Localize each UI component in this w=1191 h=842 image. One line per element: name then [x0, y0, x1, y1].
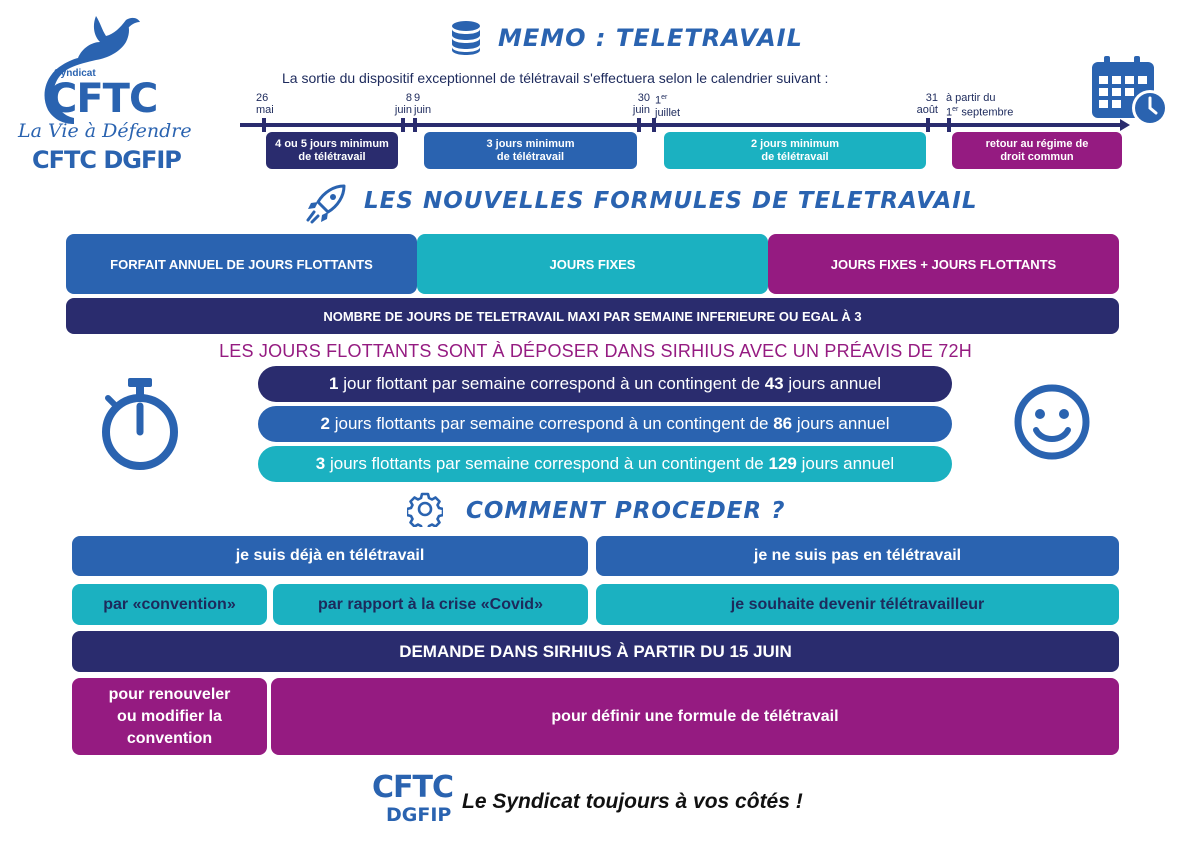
page-title: MEMO : TELETRAVAIL — [498, 24, 803, 52]
demande-sirhius: DEMANDE DANS SIRHIUS À PARTIR DU 15 JUIN — [72, 631, 1119, 672]
pas-teletravail: je ne suis pas en télétravail — [596, 536, 1119, 576]
period-droit-commun: retour au régime de droit commun — [952, 132, 1122, 169]
database-icon — [449, 20, 483, 56]
timeline-tick — [262, 118, 266, 132]
date-26-mai: 26 mai — [256, 92, 274, 116]
period-2-jours: 2 jours minimum de télétravail — [664, 132, 926, 169]
rocket-icon — [306, 184, 348, 224]
cftc-logo — [14, 12, 194, 182]
period-4-5-jours: 4 ou 5 jours minimum de télétravail — [266, 132, 398, 169]
logo-cftc: CFTC — [48, 76, 158, 122]
contingent-3-jours: 3 jours flottants par semaine correspond à un contingent de 129 jours annuel — [258, 446, 952, 482]
contingent-2-jours: 2 jours flottants par semaine correspond à un contingent de 86 jours annuel — [258, 406, 952, 442]
timeline-tick — [401, 118, 405, 132]
period-3-jours: 3 jours minimum de télétravail — [424, 132, 637, 169]
stopwatch-icon — [100, 376, 180, 472]
logo-dgfip: CFTC DGFIP — [32, 146, 181, 174]
timeline-arrow — [1120, 119, 1130, 131]
par-covid: par rapport à la crise «Covid» — [273, 584, 588, 625]
intro-text: La sortie du dispositif exceptionnel de télétravail s'effectuera selon le calendrier suivant : — [282, 70, 829, 86]
date-1-septembre: à partir du 1er septembre — [946, 92, 1014, 119]
footer-cftc: CFTC — [372, 770, 453, 805]
gear-icon — [407, 491, 443, 527]
date-1-juillet: 1er juillet — [655, 94, 681, 119]
logo-tagline: La Vie à Défendre — [18, 120, 192, 142]
deja-teletravail: je suis déjà en télétravail — [72, 536, 588, 576]
smiley-icon — [1012, 382, 1092, 462]
contingent-1-jour: 1 jour flottant par semaine correspond à un contingent de 43 jours annuel — [258, 366, 952, 402]
timeline-bar — [240, 123, 1122, 127]
timeline-tick — [652, 118, 656, 132]
logo-syndicat: Syndicat — [54, 68, 96, 79]
max-days-bar: NOMBRE DE JOURS DE TELETRAVAIL MAXI PAR SEMAINE INFERIEURE OU EGAL À 3 — [66, 298, 1119, 334]
formula-fixes-flottants: JOURS FIXES + JOURS FLOTTANTS — [768, 234, 1119, 294]
flottants-notice: LES JOURS FLOTTANTS SONT À DÉPOSER DANS SIRHIUS AVEC UN PRÉAVIS DE 72H — [219, 341, 972, 361]
calendar-clock-icon — [1090, 56, 1170, 128]
par-convention: par «convention» — [72, 584, 267, 625]
section-proceder-title: COMMENT PROCEDER ? — [466, 498, 786, 524]
definir-formule: pour définir une formule de télétravail — [271, 678, 1119, 755]
formula-forfait-annuel: FORFAIT ANNUEL DE JOURS FLOTTANTS — [66, 234, 417, 294]
date-30-juin: 30 juin — [632, 92, 650, 116]
renouveler-convention: pour renouveler ou modifier la convention — [72, 678, 267, 755]
footer-dgfip: DGFIP — [386, 804, 452, 826]
formula-jours-fixes: JOURS FIXES — [417, 234, 768, 294]
section-formules-title: LES NOUVELLES FORMULES DE TELETRAVAIL — [364, 188, 978, 214]
date-8-juin: 8 juin — [394, 92, 412, 116]
date-31-aout: 31 août — [916, 92, 938, 116]
timeline-tick — [947, 118, 951, 132]
timeline-tick — [637, 118, 641, 132]
timeline-tick — [926, 118, 930, 132]
footer-slogan: Le Syndicat toujours à vos côtés ! — [462, 790, 803, 813]
date-9-juin: 9 juin — [414, 92, 432, 116]
timeline-tick — [413, 118, 417, 132]
souhaite-devenir: je souhaite devenir télétravailleur — [596, 584, 1119, 625]
